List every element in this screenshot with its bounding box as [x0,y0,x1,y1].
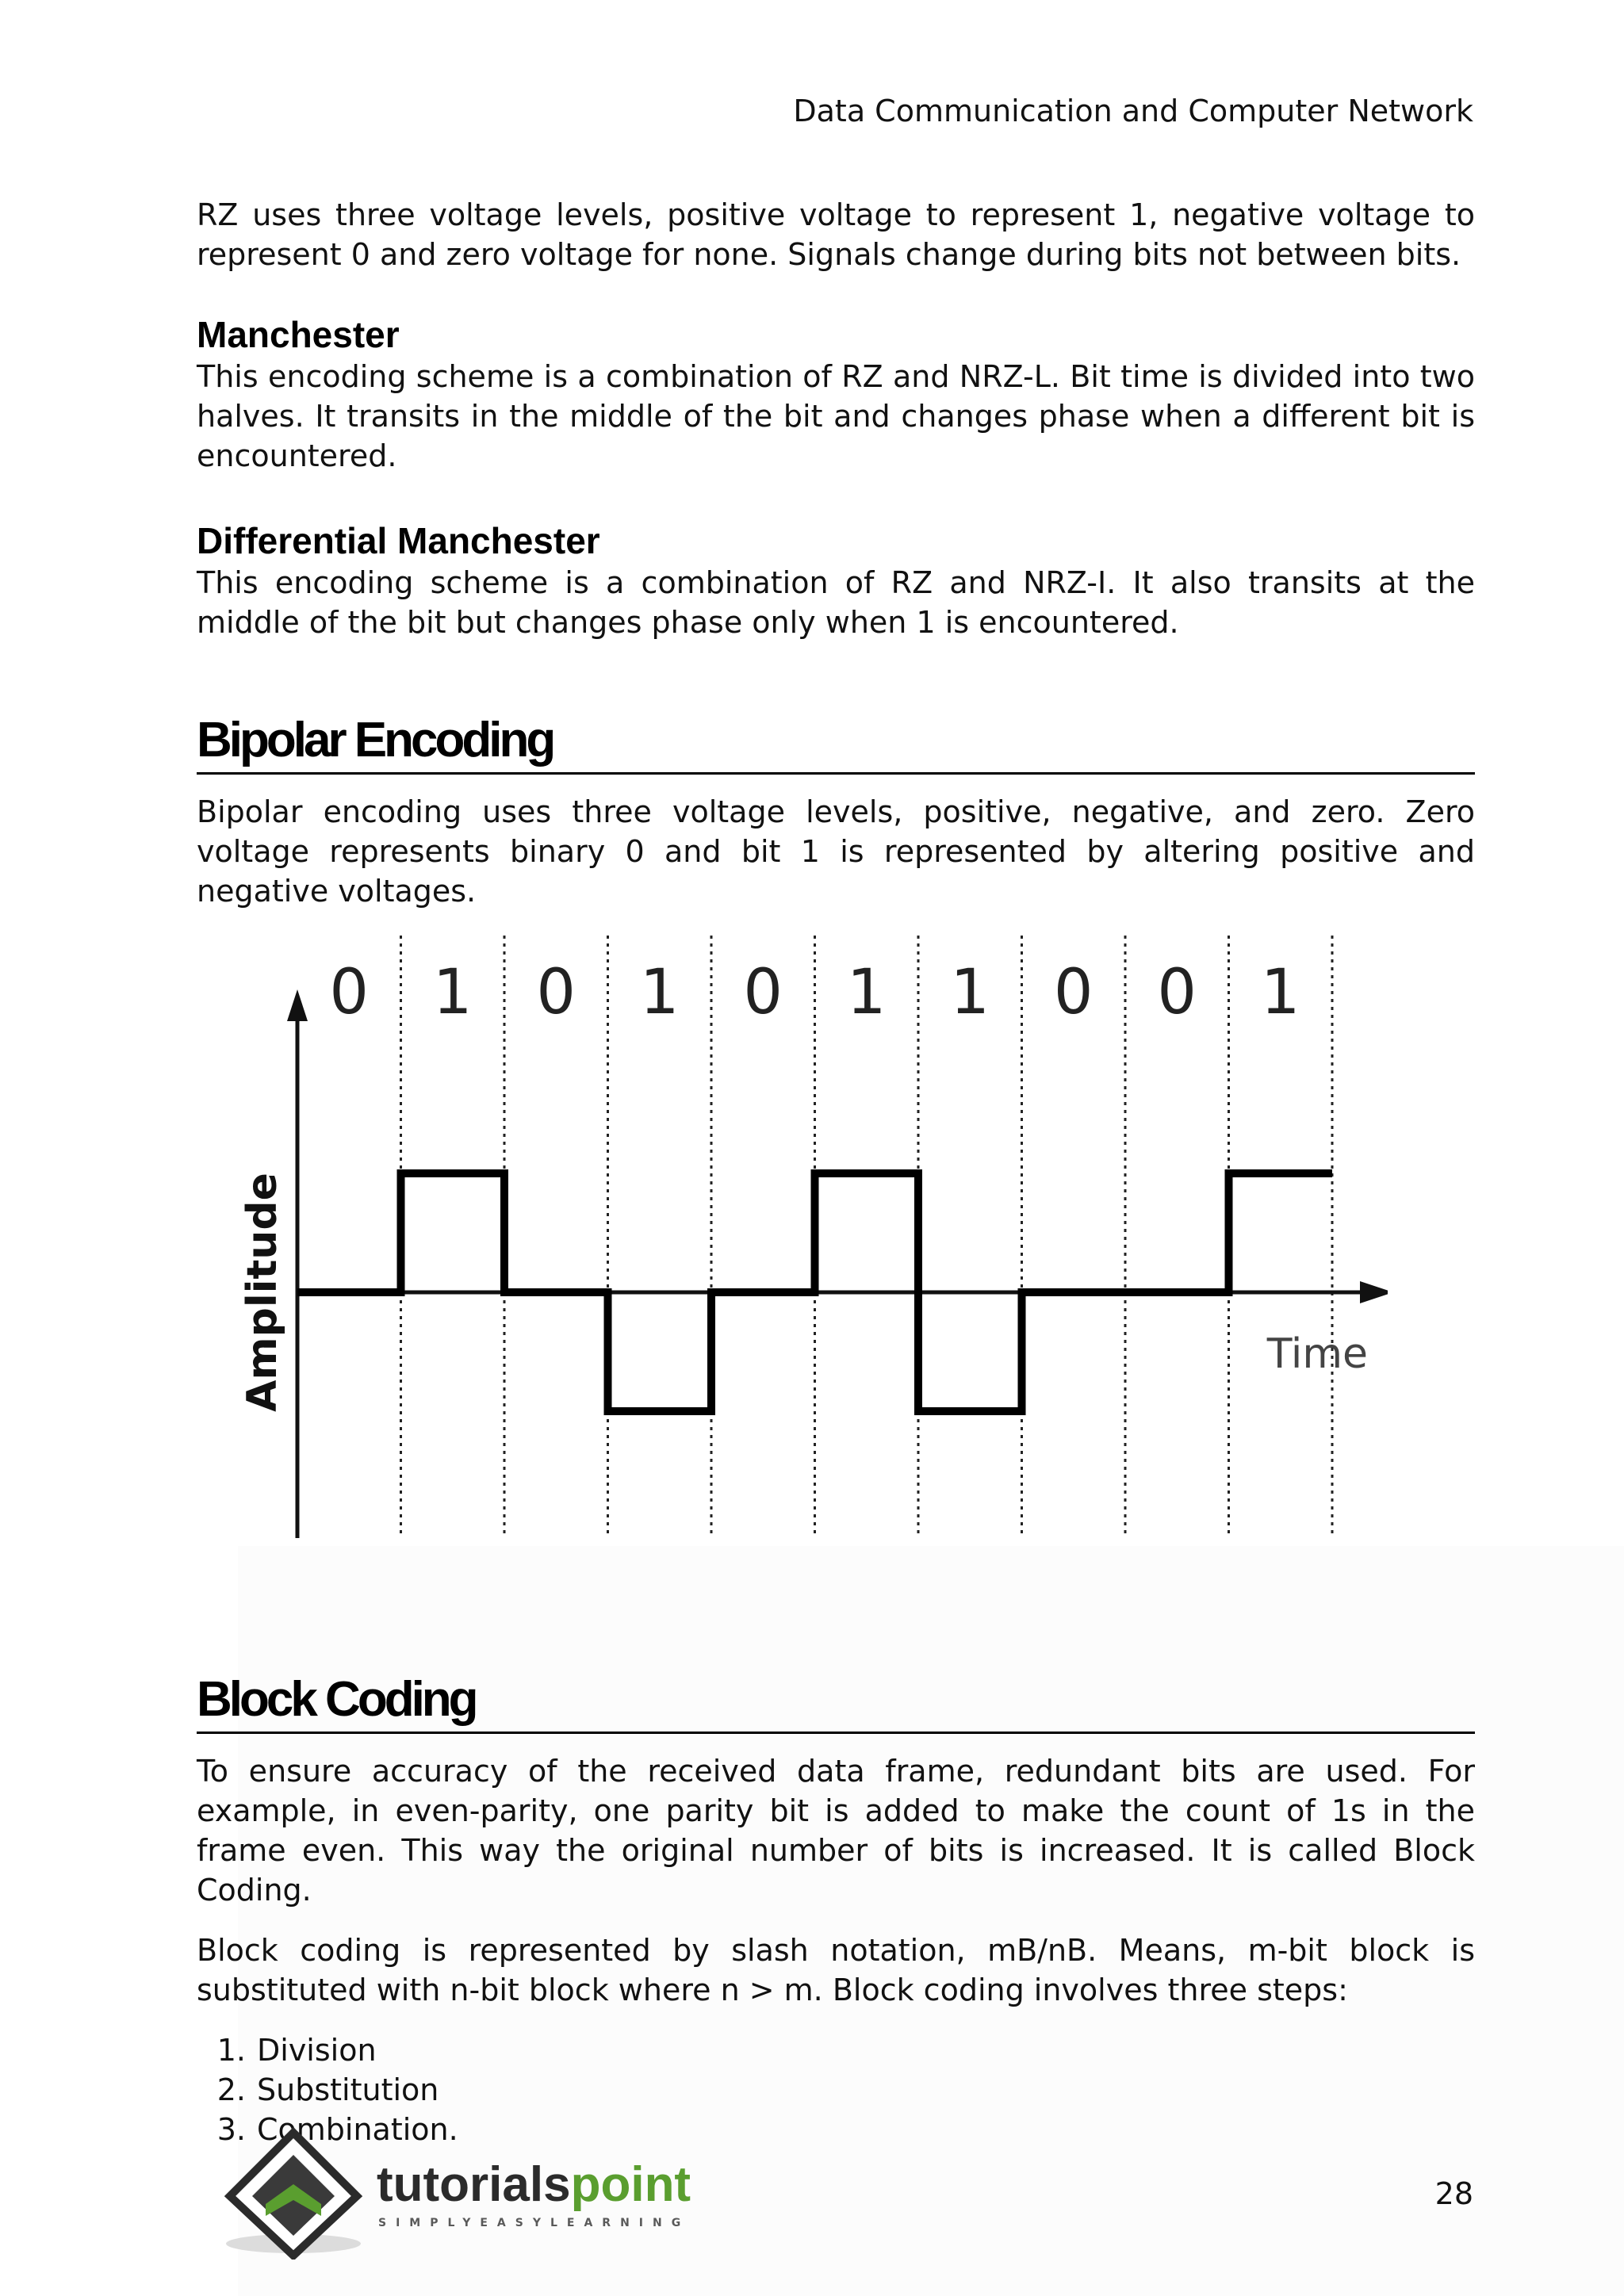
manchester-heading: Manchester [197,314,400,355]
page-number: 28 [1434,2176,1473,2211]
block-coding-heading: Block Coding [197,1671,1475,1734]
list-item-label: Division [257,2033,377,2068]
manchester-paragraph: This encoding scheme is a combination of RZ and NRZ-L. Bit time is divided into two halves. It transits in the middle of the bit and changes phase when a different bit is encountered. [197,359,1475,473]
list-item-number: 3. [216,2112,246,2147]
bit-label: 1 [1260,957,1300,1028]
list-item-number: 1. [216,2033,246,2068]
bit-label: 0 [1053,957,1094,1028]
running-header: Data Communication and Computer Network [793,94,1473,128]
bit-label: 1 [432,957,473,1028]
differential-manchester-paragraph: This encoding scheme is a combination of RZ and NRZ-I. It also transits at the middle of the bit but changes phase only when 1 is encountered. [197,565,1475,640]
rz-paragraph: RZ uses three voltage levels, positive voltage to represent 1, negative voltage to represent 0 and zero voltage for none. Signals change during bits not between bits. [197,197,1475,272]
manchester-section [197,312,1475,476]
logo-wordmark: tutorialspoint [377,2157,691,2212]
rz-section [197,195,1475,274]
bipolar-heading: Bipolar Encoding [197,712,1475,775]
x-axis-label: Time [1266,1330,1368,1378]
bit-label: 0 [536,957,576,1028]
bit-label: 0 [1157,957,1197,1028]
bit-label: 0 [743,957,783,1028]
bit-label: 1 [846,957,887,1028]
bipolar-paragraph: Bipolar encoding uses three voltage levels, positive, negative, and zero. Zero voltage represents binary 0 and bit 1 is represented by altering positive and negative voltages. [197,794,1475,909]
block-coding-paragraph-1: To ensure accuracy of the received data frame, redundant bits are used. For example, in even-parity, one parity bit is added to make the count of 1s in the frame even. This way the original number of bits is increased. It is called Block Coding. [197,1754,1475,1908]
list-item-label: Substitution [257,2072,439,2107]
list-item [197,2070,1475,2110]
y-axis-label: Amplitude [239,1173,286,1412]
list-item-label: Combination. [257,2112,458,2147]
differential-manchester-heading: Differential Manchester [197,520,600,561]
list-item [197,2030,1475,2070]
differential-manchester-section [197,519,1475,642]
block-coding-paragraph-2: Block coding is represented by slash notation, mB/nB. Means, m-bit block is substituted with n-bit block where n > m. Block coding involves three steps: [197,1933,1475,2007]
tutorialspoint-logo [202,2125,718,2260]
block-coding-section [197,1671,1475,2149]
x-axis-arrow-icon [1360,1281,1388,1303]
bit-label: 1 [950,957,990,1028]
bit-label: 1 [639,957,680,1028]
bit-label: 0 [329,957,370,1028]
y-axis-arrow-icon [287,989,308,1021]
logo-tagline: SIMPLYEASYLEARNING [378,2217,691,2229]
list-item-number: 2. [216,2072,246,2107]
bipolar-section [197,712,1475,911]
bipolar-encoding-chart [230,928,1388,1562]
